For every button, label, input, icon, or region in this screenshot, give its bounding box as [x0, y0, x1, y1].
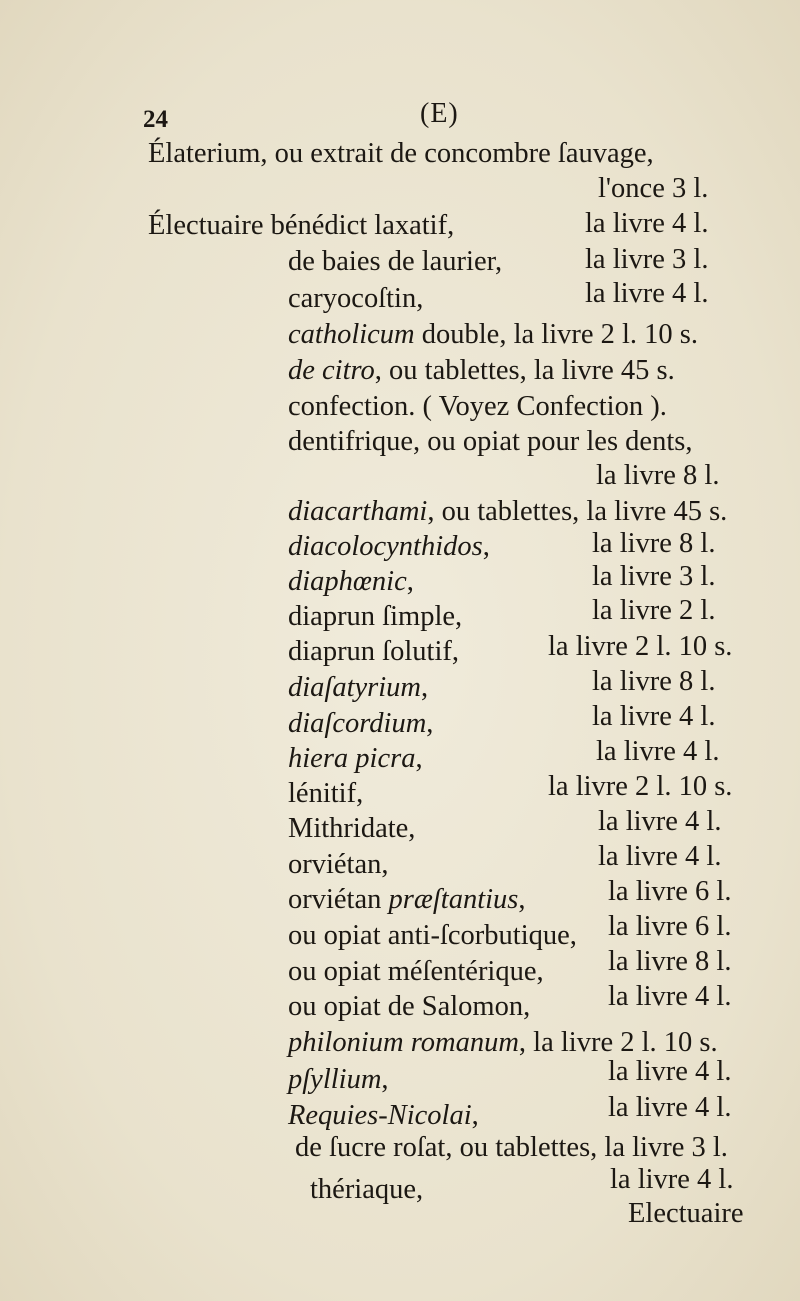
entry-text: ou opiat de Salomon, [288, 991, 531, 1022]
entry-line [288, 533, 490, 562]
entry-price [585, 246, 708, 275]
entry-line [148, 212, 454, 241]
entry-line [288, 851, 389, 880]
entry-price [596, 738, 719, 767]
entry-price-text: la livre 8 l. [596, 460, 720, 491]
entry-text: , [421, 672, 429, 703]
catchword [628, 1200, 744, 1229]
entry-price-text: la livre 3 l. [592, 561, 716, 592]
entry-price-text: la livre 4 l. [610, 1164, 734, 1195]
entry-price [610, 1166, 733, 1195]
entry-price [608, 983, 731, 1012]
entry-price [608, 948, 731, 977]
entry-text: , [426, 708, 434, 739]
entry-price-text: la livre 4 l. [598, 841, 722, 872]
entry-line [288, 745, 423, 774]
entry-price [598, 843, 721, 872]
entry-text: diaprun ſimple, [288, 601, 463, 632]
entry-price-text: la livre 4 l. [585, 208, 709, 239]
page-header [0, 98, 800, 138]
entry-price-text: la livre 8 l. [592, 528, 716, 559]
entry-text: Électuaire bénédict laxatif, [148, 210, 455, 241]
entry-line [288, 357, 675, 386]
entry-text: , ou tablettes, la livre 45 s. [427, 496, 728, 527]
entry-price [548, 633, 732, 662]
entry-line [288, 1102, 479, 1131]
entry-price [592, 668, 715, 697]
entry-text: orviétan [288, 884, 389, 915]
entry-price-text: la livre 4 l. [585, 278, 709, 309]
entry-text: ou opiat méſentérique, [288, 956, 544, 987]
entry-text: lénitif, [288, 778, 364, 809]
entry-text: , [482, 531, 490, 562]
entry-latin-name: diaſatyrium [288, 672, 421, 703]
entry-price-text: la livre 2 l. 10 s. [548, 631, 733, 662]
entry-text: , [471, 1100, 479, 1131]
entry-line [288, 393, 667, 422]
catchword-text: Electuaire [628, 1198, 744, 1229]
entry-line [288, 780, 363, 809]
entry-price-text: la livre 4 l. [592, 701, 716, 732]
entry-line [288, 958, 544, 987]
entry-line [288, 638, 459, 667]
entry-line [288, 815, 415, 844]
entry-text: , [518, 884, 526, 915]
entry-latin-name: philonium romanum [288, 1027, 519, 1058]
entry-latin-name: præſtantius [388, 884, 519, 915]
entry-price-text: la livre 8 l. [608, 946, 732, 977]
entry-price-text: la livre 2 l. 10 s. [548, 771, 733, 802]
entry-line [288, 321, 698, 350]
entry-latin-name: Requies-Nicolai [288, 1100, 472, 1131]
entry-price-text: la livre 4 l. [608, 1092, 732, 1123]
entry-price-text: la livre 8 l. [592, 666, 716, 697]
entry-price [596, 462, 719, 491]
entry-line [288, 886, 526, 915]
entry-line [288, 498, 727, 527]
entry-line [288, 285, 423, 314]
entry-price-text: la livre 4 l. [596, 736, 720, 767]
entry-text: , [406, 566, 414, 597]
entry-price-text: la livre 3 l. [585, 244, 709, 275]
entry-price [608, 913, 731, 942]
entry-price [592, 563, 715, 592]
entry-price [592, 597, 715, 626]
entry-text: , [381, 1064, 389, 1095]
entry-price-text: la livre 4 l. [608, 1056, 732, 1087]
entry-price [608, 878, 731, 907]
entry-text: thériaque, [310, 1174, 424, 1205]
entry-latin-name: diacarthami [288, 496, 428, 527]
entry-latin-name: hiera picra [288, 743, 416, 774]
entry-line [288, 1029, 718, 1058]
entry-line [288, 710, 433, 739]
entry-text: orviétan, [288, 849, 389, 880]
entry-price [548, 773, 732, 802]
entry-price [598, 175, 708, 204]
running-head: (E) [420, 98, 459, 129]
entry-price [585, 280, 708, 309]
entry-line [310, 1176, 423, 1205]
entry-latin-name: catholicum [288, 319, 415, 350]
entry-line [288, 1066, 389, 1095]
entry-latin-name: diacolocynthidos [288, 531, 483, 562]
entry-price [598, 808, 721, 837]
entry-text: dentifrique, ou opiat pour les dents, [288, 426, 693, 457]
entry-latin-name: pſyllium [288, 1064, 382, 1095]
entry-text: , ou tablettes, la livre 45 s. [374, 355, 675, 386]
entry-text: Mithridate, [288, 813, 416, 844]
entry-text: de ſucre roſat, ou tablettes, la livre 3 l. [295, 1132, 728, 1163]
entry-line [288, 568, 414, 597]
entry-text: , la livre 2 l. 10 s. [518, 1027, 718, 1058]
entry-price-text: la livre 4 l. [598, 806, 722, 837]
entry-price-text: la livre 2 l. [592, 595, 716, 626]
entry-text: confection. ( Voyez Confection ). [288, 391, 667, 422]
entry-latin-name: de citro [288, 355, 375, 386]
entry-line [288, 993, 530, 1022]
entry-text: , [415, 743, 423, 774]
entry-line [288, 248, 502, 277]
entry-line [148, 140, 654, 169]
entry-price [608, 1058, 731, 1087]
entry-price [608, 1094, 731, 1123]
entry-price-text: la livre 4 l. [608, 981, 732, 1012]
entry-text: diaprun ſolutif, [288, 636, 459, 667]
entry-price [585, 210, 708, 239]
entry-latin-name: diaphœnic [288, 566, 407, 597]
entry-price [592, 703, 715, 732]
entry-line [295, 1134, 728, 1163]
entry-text: caryocoſtin, [288, 283, 424, 314]
page-number: 24 [143, 106, 168, 133]
entry-price-text: la livre 6 l. [608, 911, 732, 942]
entry-line [288, 922, 577, 951]
entry-text: ou opiat anti-ſcorbutique, [288, 920, 577, 951]
entry-line [288, 603, 462, 632]
entry-text: de baies de laurier, [288, 246, 503, 277]
entry-latin-name: diaſcordium [288, 708, 427, 739]
entry-price [592, 530, 715, 559]
entry-text: double, la livre 2 l. 10 s. [414, 319, 699, 350]
entry-line [288, 674, 428, 703]
entry-line [288, 428, 692, 457]
entry-price-text: la livre 6 l. [608, 876, 732, 907]
entry-price-text: l'once 3 l. [598, 173, 709, 204]
entry-text: Élaterium, ou extrait de concombre ſauvage, [148, 138, 654, 169]
